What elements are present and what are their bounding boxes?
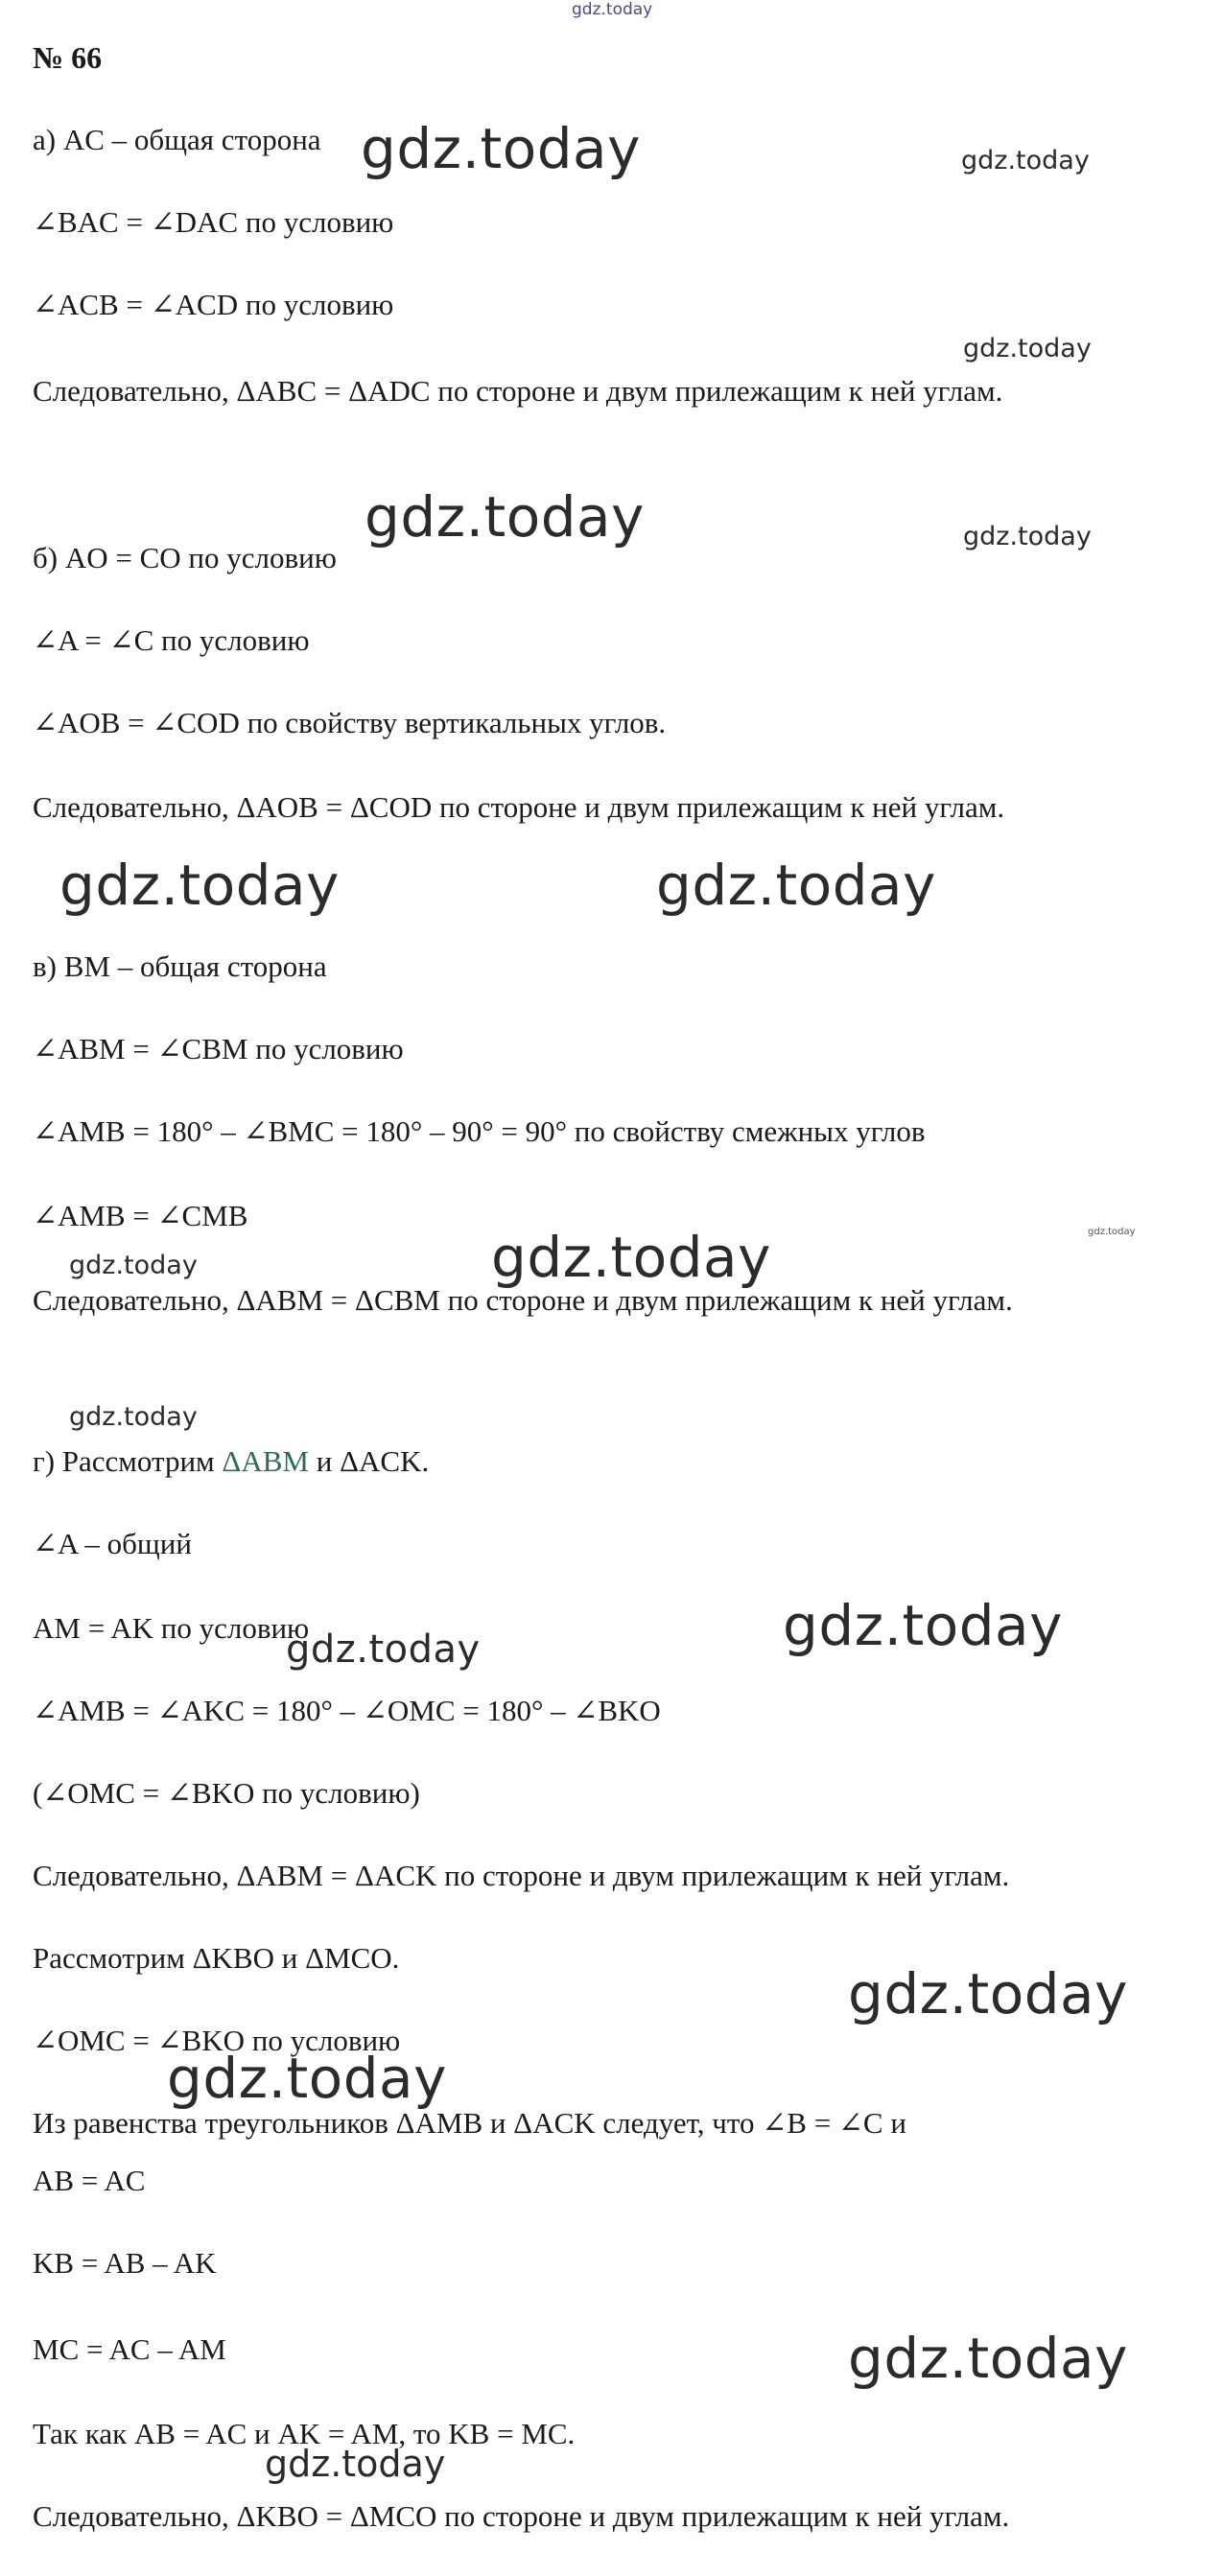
watermark: gdz.today (365, 484, 645, 550)
watermark: gdz.today (265, 2443, 446, 2485)
part-d-line-12: MC = AC – AM (33, 2332, 226, 2366)
part-d-highlight: ΔABM (222, 1444, 309, 1478)
part-b-line-2: ∠A = ∠C по условию (33, 623, 310, 657)
watermark: gdz.today (848, 1961, 1128, 2026)
part-d-line-13: Так как AB = AC и AK = AM, то KB = MC. (33, 2417, 576, 2450)
part-d-line-11: KB = AB – AK (33, 2246, 217, 2280)
watermark: gdz.today (848, 2326, 1128, 2391)
part-d-line-8: ∠OMC = ∠BKO по условию (33, 2024, 401, 2057)
part-a-line-1: а) AC – общая сторона (33, 123, 321, 156)
watermark: gdz.today (361, 116, 641, 181)
part-b-line-3: ∠AOB = ∠COD по свойству вертикальных углов. (33, 706, 667, 739)
part-d-line-6: Следовательно, ΔABM = ΔACK по стороне и двум прилежащим к ней углам. (33, 1859, 1010, 1892)
watermark: gdz.today (963, 522, 1092, 551)
watermark: gdz.today (491, 1225, 771, 1290)
part-d-line-1 (33, 1442, 429, 1481)
watermark: gdz.today (59, 853, 340, 918)
part-a-line-3: ∠ACB = ∠ACD по условию (33, 288, 394, 321)
watermark: gdz.today (963, 334, 1092, 363)
part-d-line-1-post: и ΔACK. (308, 1444, 430, 1478)
watermark: gdz.today (286, 1628, 481, 1672)
part-c-line-4: ∠AMB = ∠CMB (33, 1199, 248, 1232)
part-a-line-4: Следовательно, ΔABC = ΔADC по стороне и двум прилежащим к ней углам. (33, 374, 1003, 408)
part-d-line-7: Рассмотрим ΔKBO и ΔMCO. (33, 1941, 400, 1975)
problem-number: № 66 (33, 40, 103, 75)
part-d-line-4: ∠AMB = ∠AKC = 180° – ∠OMC = 180° – ∠BKO (33, 1694, 661, 1727)
part-b-line-4: Следовательно, ΔAOB = ΔCOD по стороне и двум прилежащим к ней углам. (33, 790, 1005, 824)
part-b-line-1: б) AO = CO по условию (33, 541, 337, 574)
header-watermark: gdz.today (572, 0, 653, 19)
part-d-line-5: (∠OMC = ∠BKO по условию) (33, 1776, 420, 1810)
part-c-line-1: в) BM – общая сторона (33, 949, 327, 983)
watermark: gdz.today (167, 2046, 447, 2111)
watermark: gdz.today (656, 853, 936, 918)
watermark: gdz.today (69, 1402, 198, 1432)
part-a-line-2: ∠BAC = ∠DAC по условию (33, 205, 394, 239)
watermark: gdz.today (1088, 1227, 1136, 1237)
watermark: gdz.today (783, 1593, 1063, 1658)
part-d-line-10: AB = AC (33, 2164, 146, 2197)
watermark: gdz.today (69, 1251, 198, 1280)
part-c-line-2: ∠ABM = ∠CBM по условию (33, 1032, 404, 1066)
watermark: gdz.today (961, 146, 1090, 176)
part-d-line-14: Следовательно, ΔKBO = ΔMCO по стороне и двум прилежащим к ней углам. (33, 2499, 1010, 2533)
part-c-line-3: ∠AMB = 180° – ∠BMC = 180° – 90° = 90° по свойству смежных углов (33, 1114, 926, 1148)
part-d-line-2: ∠A – общий (33, 1527, 192, 1560)
part-d-line-9: Из равенства треугольников ΔAMB и ΔACK следует, что ∠B = ∠C и (33, 2106, 906, 2140)
part-d-line-1-pre: г) Рассмотрим (33, 1444, 223, 1478)
part-c-line-5: Следовательно, ΔABM = ΔCBM по стороне и двум прилежащим к ней углам. (33, 1283, 1013, 1317)
part-d-line-3: AM = AK по условию (33, 1611, 310, 1645)
